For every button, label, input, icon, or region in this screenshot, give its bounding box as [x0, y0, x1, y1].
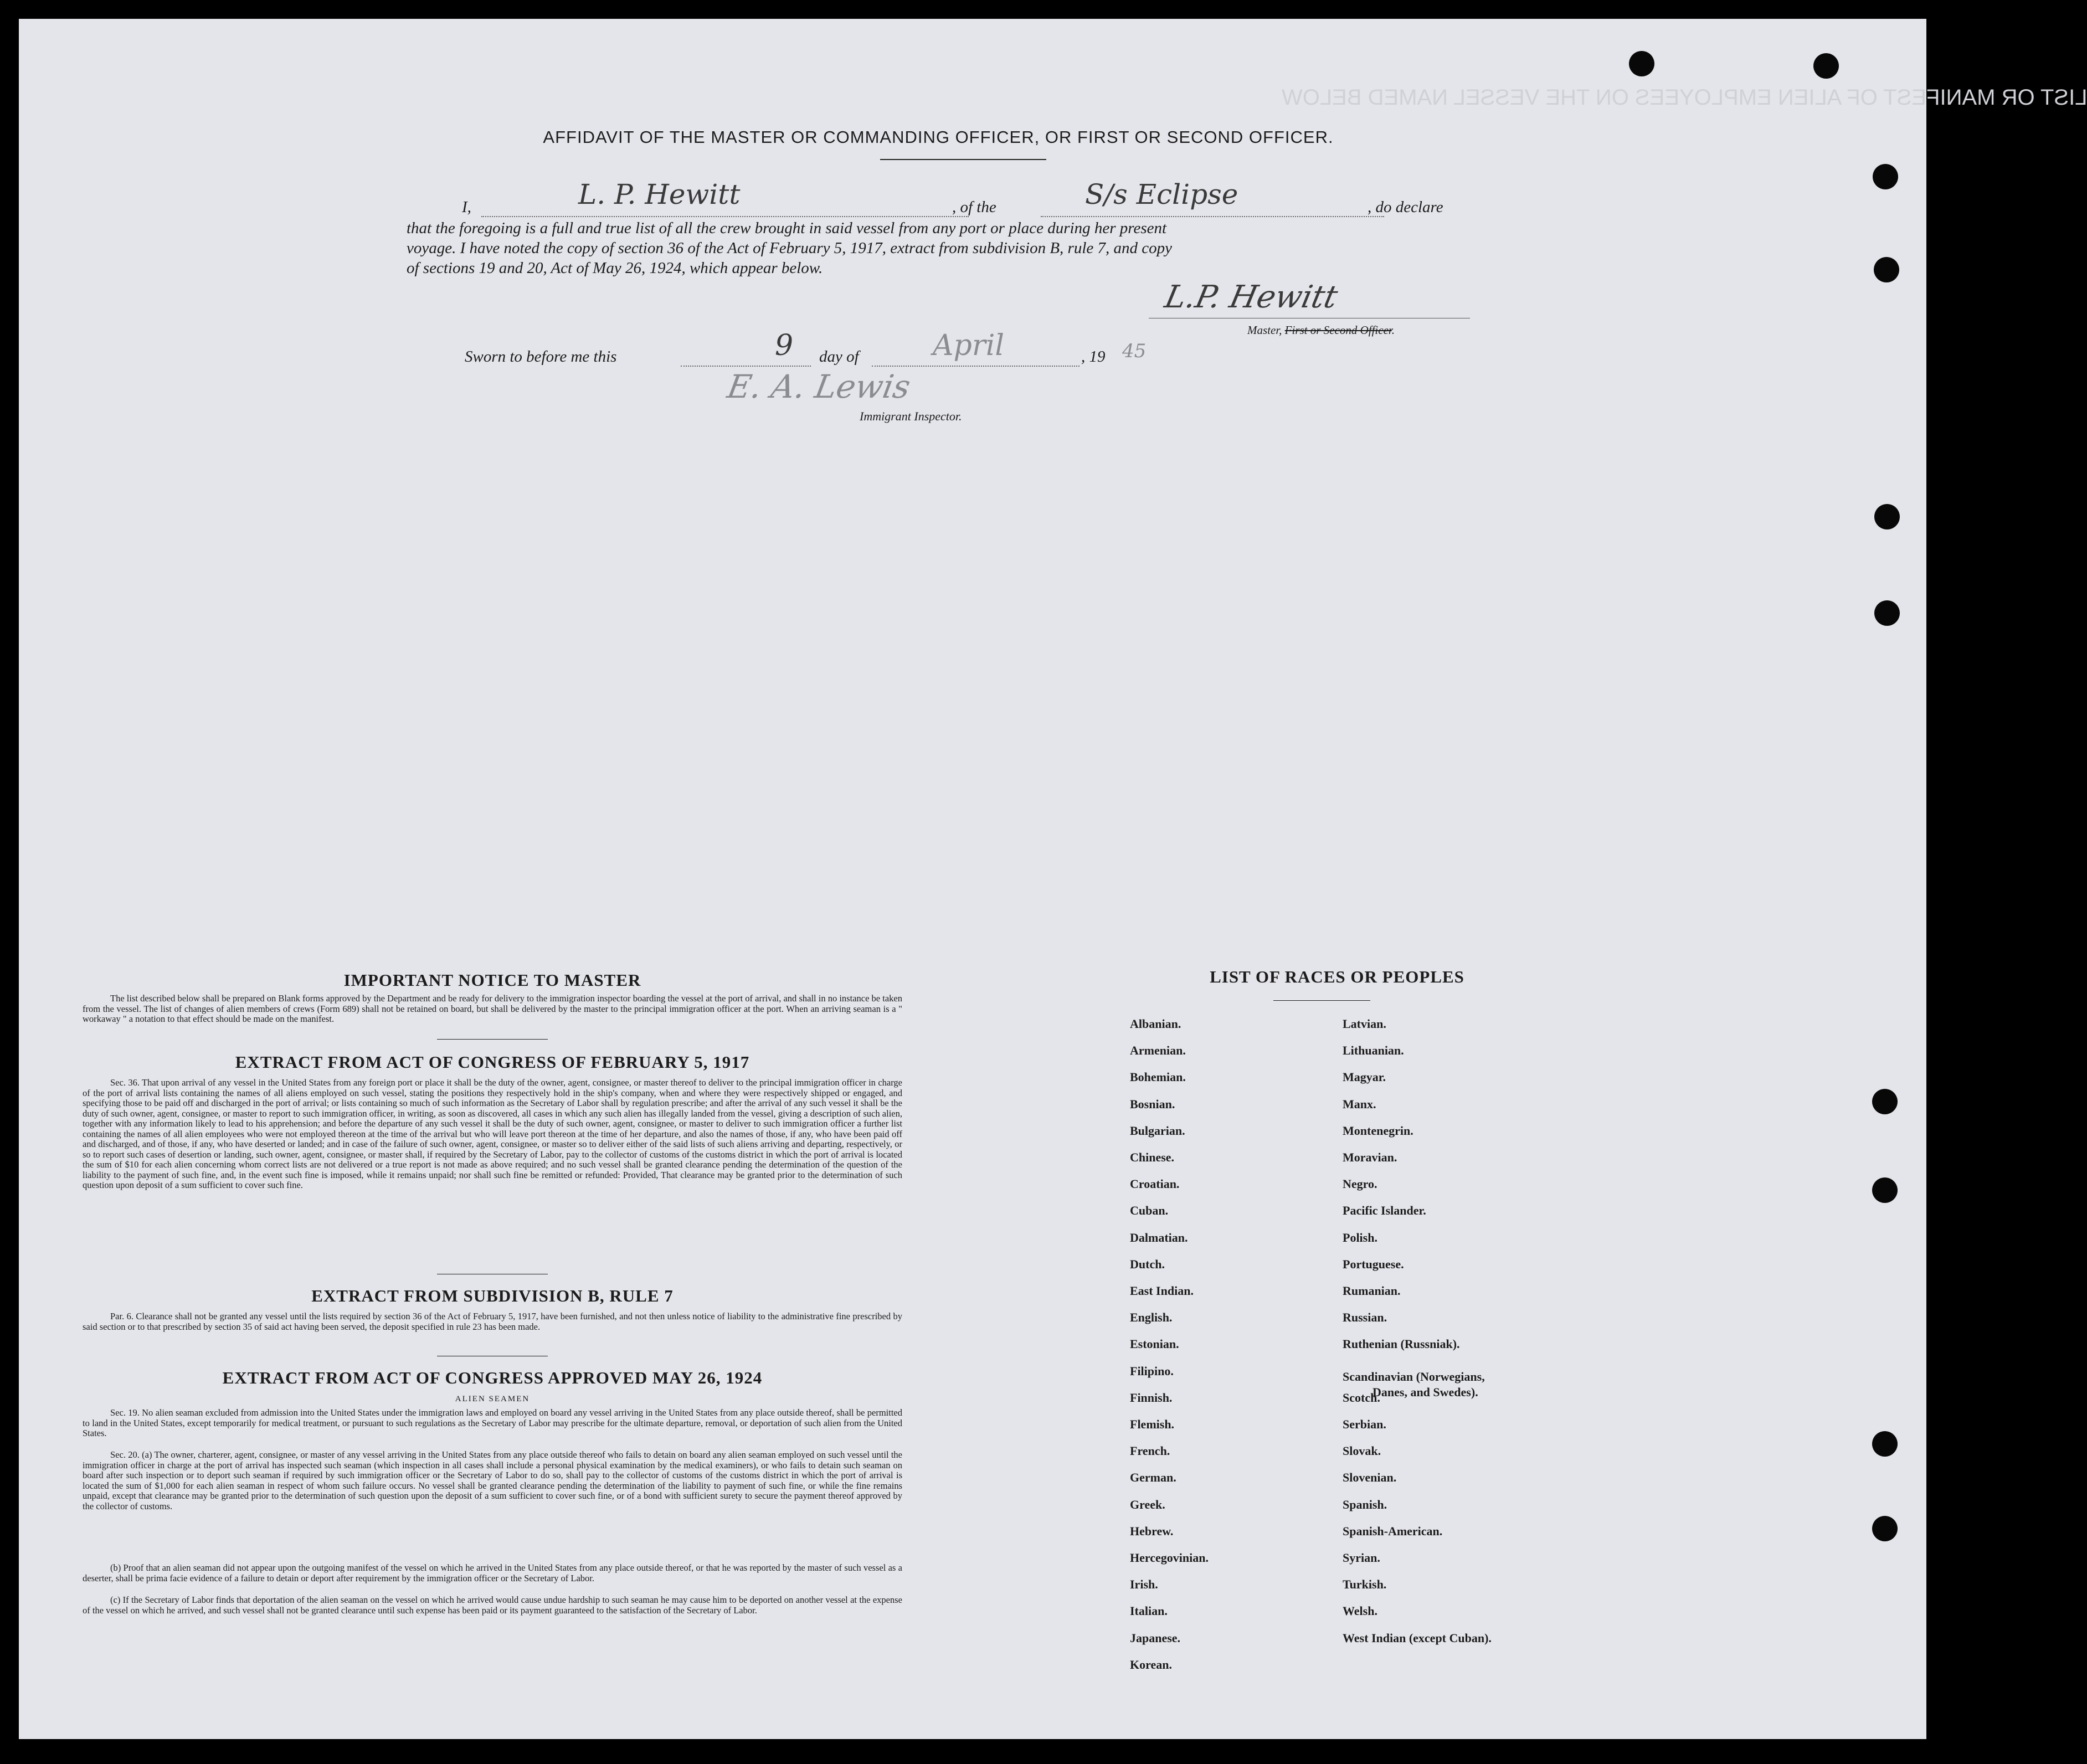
- punch-hole: [1874, 504, 1900, 529]
- race-item: Hercegovinian.: [1130, 1551, 1209, 1565]
- race-item: Greek.: [1130, 1497, 1165, 1511]
- affidavit-line-2: that the foregoing is a full and true list of all the crew brought in said vessel from any port or place during her present: [407, 219, 1167, 237]
- race-item: East Indian.: [1130, 1284, 1194, 1298]
- race-item: Flemish.: [1130, 1417, 1175, 1431]
- race-item: Turkish.: [1343, 1577, 1387, 1592]
- race-item: Estonian.: [1130, 1337, 1179, 1351]
- race-item: Negro.: [1343, 1177, 1377, 1191]
- section-19-body: Sec. 19. No alien seaman excluded from admission into the United States under the immigration laws and employed on board any vessel arriving in the United States from any place outside thereof, shall be permitted to land in the United States, except temporarily for medical treatment, or pursuant to such regulations as the Secretary of Labor may prescribe for the ultimate departure, removal, or deportation of such alien from the United States.: [83, 1407, 902, 1438]
- race-item: Lithuanian.: [1343, 1043, 1404, 1058]
- race-item: Portuguese.: [1343, 1257, 1404, 1271]
- race-item: Latvian.: [1343, 1017, 1386, 1031]
- race-item: Polish.: [1343, 1230, 1377, 1244]
- race-item: Scotch.: [1343, 1390, 1380, 1405]
- affidavit-title: AFFIDAVIT OF THE MASTER OR COMMANDING OFFICER, OR FIRST OR SECOND OFFICER.: [543, 127, 1334, 147]
- races-title: LIST OF RACES OR PEOPLES: [1210, 967, 1464, 986]
- race-item: Syrian.: [1343, 1551, 1380, 1565]
- affidavit-line-4: of sections 19 and 20, Act of May 26, 1924, which appear below.: [407, 259, 823, 277]
- race-item: Cuban.: [1130, 1204, 1169, 1218]
- year-prefix: , 19: [1081, 348, 1106, 366]
- section-20c-body: (c) If the Secretary of Labor finds that deportation of the alien seaman on the vessel on which he arrived would cause undue hardship to such seaman he may cause him to be deported on another vessel at the expense of the vessel on which he arrived, and such vessel shall not be granted clearance until such expense has been paid or its payment guaranteed to the satisfaction of the Secretary of Labor.: [83, 1595, 902, 1616]
- bleed-through-header: LIST OR MANIFEST OF ALIEN EMPLOYEES ON THE VESSEL NAMED BELOW: [1282, 85, 2087, 110]
- race-item: Pacific Islander.: [1343, 1204, 1426, 1218]
- document-page: [19, 19, 2087, 1739]
- role-master: Master,: [1247, 323, 1282, 337]
- master-signature: L.P. Hewitt: [1161, 279, 1341, 315]
- inspector-title: Immigrant Inspector.: [860, 409, 962, 423]
- name-dotted-line: [481, 216, 969, 217]
- punch-hole: [1874, 257, 1899, 282]
- section-20b-body: (b) Proof that an alien seaman did not appear upon the outgoing manifest of the vessel on which he arrived in the United States from any place outside thereof, or that he was reported by the master of such vessel as a deserter, shall be prima facie evidence of a failure to detain or deport after requirement by the immigration officer or the Secretary of Labor.: [83, 1562, 902, 1583]
- race-item: Finnish.: [1130, 1390, 1173, 1405]
- race-item: English.: [1130, 1310, 1173, 1325]
- section-20a-body: Sec. 20. (a) The owner, charterer, agent, consignee, or master of any vessel arriving in the United States from any place outside thereof who fails to detain on board any alien seaman employed on such vessel until the immigration officer in charge at the port of arrival has inspected such seaman (which inspection in all cases shall include a personal physical examination by the medical examiners), or who fails to detain such seaman on board after such inspection or to deport such seaman if required by such immigration officer or the Secretary of Labor to do so, shall pay to the collector of customs of the customs district in which the port of arrival is located the sum of $1,000 for each alien seaman in respect of whom such failure occurs. No vessel shall be granted clearance pending the determination of the liability to payment of such fine, or while the fine remains unpaid, except that clearance may be granted prior to the determination of such question upon the deposit of a sum sufficient to cover such fine, or of a bond with sufficient surety to secure the payment thereof approved by the collector of customs.: [83, 1449, 902, 1511]
- title-underline: [880, 159, 1046, 160]
- race-item: Manx.: [1343, 1097, 1376, 1111]
- sworn-day: 9: [775, 329, 794, 362]
- punch-hole: [1874, 600, 1900, 626]
- inspector-signature: E. A. Lewis: [724, 368, 913, 405]
- race-item: Irish.: [1130, 1577, 1158, 1592]
- race-item: Ruthenian (Russniak).: [1343, 1337, 1460, 1351]
- extract-1924-title: EXTRACT FROM ACT OF CONGRESS APPROVED MAY 26, 1924: [222, 1368, 763, 1387]
- punch-hole: [1872, 1089, 1898, 1114]
- race-item: Magyar.: [1343, 1070, 1386, 1084]
- month-dotted-line: [872, 366, 1080, 367]
- notice-title: IMPORTANT NOTICE TO MASTER: [343, 970, 641, 990]
- master-name: L. P. Hewitt: [578, 178, 741, 210]
- punch-hole: [1872, 1516, 1898, 1541]
- role-struck: First or Second Officer: [1284, 323, 1392, 337]
- subdivision-b-body: Par. 6. Clearance shall not be granted any vessel until the lists required by section 36 of the Act of February 5, 1917, have been furnished, and not then unless notice of liability to the administrative fine prescribed by said section or to that prescribed by section 35 of said act having been served, the deposit specified in rule 23 has been made.: [83, 1311, 902, 1332]
- race-item: Bosnian.: [1130, 1097, 1175, 1111]
- do-declare-label: , do declare: [1368, 198, 1443, 216]
- race-item: Chinese.: [1130, 1150, 1175, 1164]
- race-item: Italian.: [1130, 1604, 1168, 1618]
- race-item: West Indian (except Cuban).: [1343, 1631, 1492, 1645]
- sworn-year: 45: [1122, 340, 1147, 362]
- affidavit-line-3: voyage. I have noted the copy of section 36 of the Act of February 5, 1917, extract from subdivision B, rule 7, and copy: [407, 239, 1173, 257]
- race-item: Russian.: [1343, 1310, 1387, 1325]
- race-item: Montenegrin.: [1343, 1123, 1413, 1138]
- race-item: Bohemian.: [1130, 1070, 1186, 1084]
- notice-body: The list described below shall be prepared on Blank forms approved by the Department and be ready for delivery to the immigration inspector boarding the vessel at the port of arrival, and shall in no instance be taken from the vessel. The list of changes of alien members of crews (Form 689) shall not be retained on board, but shall be delivered by the master to the principal immigration officer at the port. When an arriving seaman is a " workaway " a notation to that effect should be made on the manifest.: [83, 993, 902, 1024]
- race-item: Rumanian.: [1343, 1284, 1401, 1298]
- race-item: Slovak.: [1343, 1444, 1381, 1458]
- races-title-underline: [1273, 1000, 1370, 1001]
- race-item: Korean.: [1130, 1657, 1172, 1672]
- vessel-name: S/s Eclipse: [1085, 178, 1238, 210]
- race-item: Hebrew.: [1130, 1524, 1174, 1538]
- sworn-label: Sworn to before me this: [465, 348, 617, 366]
- sworn-month: April: [933, 329, 1004, 362]
- race-item: French.: [1130, 1444, 1170, 1458]
- race-item: Dalmatian.: [1130, 1230, 1188, 1244]
- race-item: Filipino.: [1130, 1364, 1174, 1378]
- punch-hole: [1872, 1431, 1898, 1457]
- race-item: Albanian.: [1130, 1017, 1181, 1031]
- race-item: Moravian.: [1343, 1150, 1397, 1164]
- race-item: Japanese.: [1130, 1631, 1181, 1645]
- affidavit-i-label: I,: [462, 198, 471, 216]
- punch-hole: [1813, 53, 1839, 79]
- race-item: Danes, and Swedes).: [1373, 1385, 1478, 1399]
- day-of-label: day of: [819, 348, 859, 366]
- race-item: Dutch.: [1130, 1257, 1165, 1271]
- vessel-dotted-line: [1041, 216, 1384, 217]
- race-item: Armenian.: [1130, 1043, 1186, 1058]
- race-item: Spanish-American.: [1343, 1524, 1443, 1538]
- extract-1917-body: Sec. 36. That upon arrival of any vessel in the United States from any foreign port or place it shall be the duty of the owner, agent, consignee, or master thereof to deliver to the principal immigration officer in charge of the port of arrival lists containing the names of all aliens employed on such vessel, stating the positions they respectively hold in the ship's company, when and where they were respectively shipped or engaged, and specifying those to be paid off and discharged in the port of arrival; or lists containing so much of such information as the Secretary of Labor shall by regulation prescribe; and after the arrival of any such vessel it shall be the duty of such owner, agent, consignee, or master to report to such immigration officer, in writing, as soon as discovered, all cases in which any such alien has illegally landed from the vessel, giving a description of such alien, together with any information likely to lead to his apprehension; and before the departure of any such vessel it shall be the duty of such owner, agent, consignee, or master to deliver to such immigration officer a further list containing the names of all alien employees who were not employed thereon at the time of the arrival but who will leave port thereon at the time of her departure, and also the names of those, if any, who have been paid off and discharged, and of those, if any, who have deserted or landed; and in case of the failure of such owner, agent, consignee, or master so to deliver either of the said lists of such aliens arriving and departing, respectively, or so to report such cases of desertion or landing, such owner, agent, consignee, or master shall, if required by the Secretary of Labor, pay to the collector of customs of the customs district in which the port of arrival is located the sum of $10 for each alien concerning whom correct lists are not delivered or a true report is not made as above required; and no such vessel shall be granted clearance pending the determination of the question of the liability to the payment of such fine, and, in the event such fine is imposed, while it remains unpaid; nor shall such fine be remitted or refunded: Provided, That clearance may be granted prior to the determination of such question upon deposit of a sum sufficient to cover such fine.: [83, 1077, 902, 1190]
- extract-1917-title: EXTRACT FROM ACT OF CONGRESS OF FEBRUARY 5, 1917: [235, 1052, 750, 1072]
- punch-hole: [1872, 1177, 1898, 1203]
- race-item: Spanish.: [1343, 1497, 1387, 1511]
- role-end: .: [1391, 323, 1395, 337]
- race-item: Welsh.: [1343, 1604, 1377, 1618]
- of-the-label: , of the: [952, 198, 996, 216]
- subdivision-b-title: EXTRACT FROM SUBDIVISION B, RULE 7: [311, 1286, 674, 1305]
- race-item: Slovenian.: [1343, 1470, 1397, 1485]
- race-item: Bulgarian.: [1130, 1123, 1185, 1138]
- race-item: Scandinavian (Norwegians,: [1343, 1369, 1485, 1384]
- alien-seamen-subtitle: ALIEN SEAMEN: [455, 1395, 530, 1403]
- punch-hole: [1629, 51, 1654, 76]
- race-item: Croatian.: [1130, 1177, 1180, 1191]
- punch-hole: [1873, 164, 1898, 189]
- signatory-role: [1247, 320, 1395, 340]
- day-dotted-line: [681, 366, 811, 367]
- section-divider: [437, 1039, 548, 1040]
- race-item: Serbian.: [1343, 1417, 1386, 1431]
- race-item: German.: [1130, 1470, 1176, 1485]
